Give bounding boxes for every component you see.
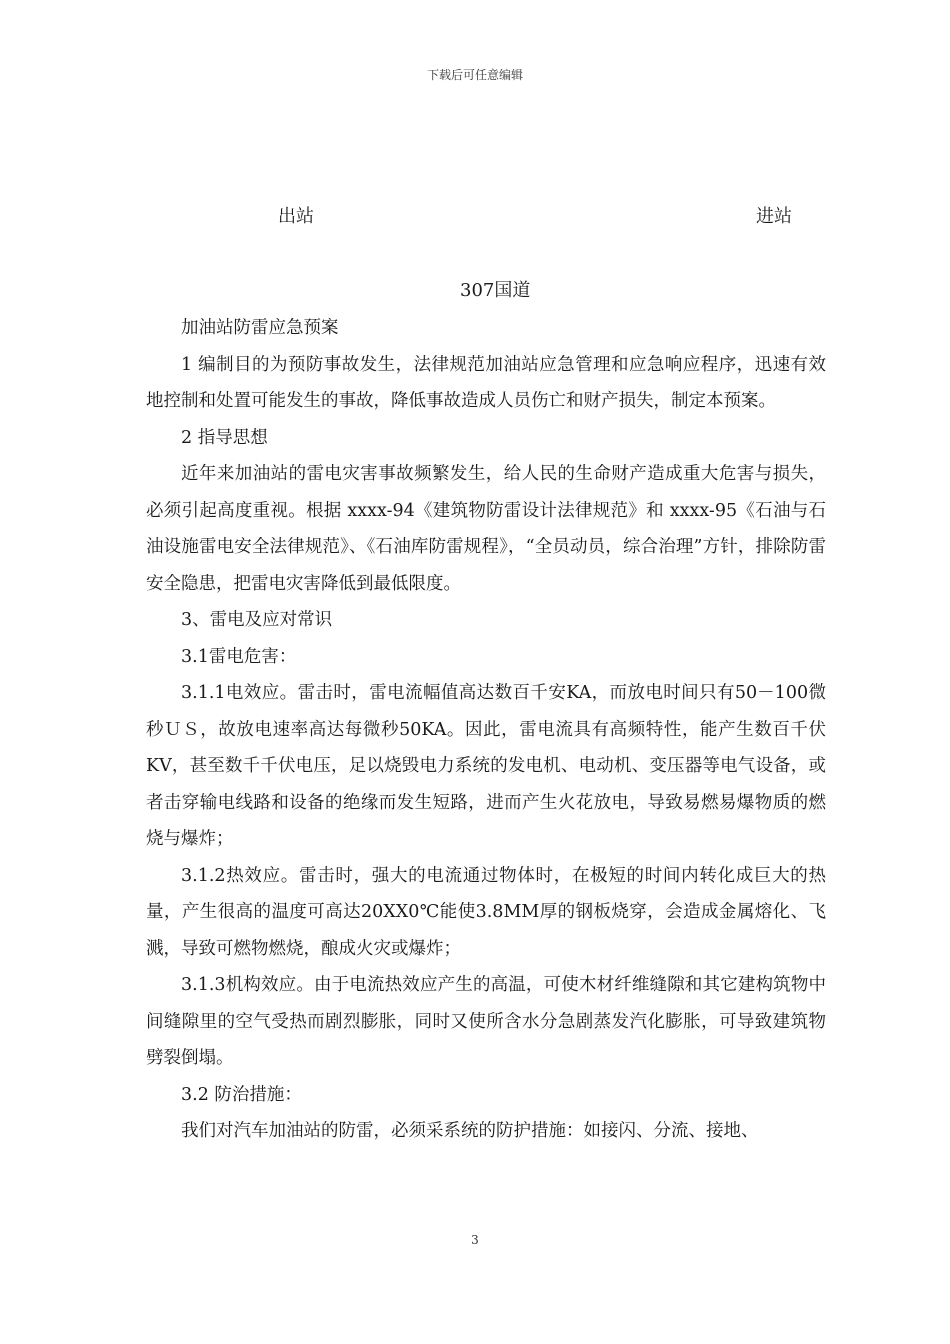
paragraph: 3.1.3机构效应。由于电流热效应产生的高温，可使木材纤维缝隙和其它建构筑物中间缝隙里的空气受热而剧烈膨胀，同时又使所含水分急剧蒸发汽化膨胀，可导致建筑物劈裂倒塌。	[146, 975, 826, 1068]
paragraph: 3.1雷电危害：	[181, 646, 297, 667]
document-title: 加油站防雷应急预案	[181, 318, 339, 338]
header-note: 下载后可任意编辑	[426, 68, 523, 82]
paragraph: 近年来加油站的雷电灾害事故频繁发生，给人民的生命财产造成重大危害与损失，必须引起高度重视。根据 xxxx-94《建筑物防雷设计法律规范》和 xxxx-95《石油与石油设施雷电安全法律规范》、《石油库防雷规程》，“全员动员，综合治理”方针，排除防雷安全隐患，把雷电灾害降低到最低限度。	[146, 464, 826, 594]
paragraph: 3.1.2热效应。雷击时，强大的电流通过物体时，在极短的时间内转化成巨大的热量，产生很高的温度可高达20XX0℃能使3.8MM厚的钢板烧穿，会造成金属熔化、飞溅，导致可燃物燃烧，酿成火灾或爆炸；	[146, 865, 826, 959]
paragraph: 我们对汽车加油站的防雷，必须采系统的防护措施：如接闪、分流、接地、	[181, 1121, 759, 1141]
paragraph: 3.1.1电效应。雷击时，雷电流幅值高达数百千安KA，而放电时间只有50－100微秒ＵＳ，故放电速率高达每微秒50KA。因此，雷电流具有高频特性，能产生数百千伏KV，甚至数千千伏电压，足以烧毁电力系统的发电机、电动机、变压器等电气设备，或者击穿输电线路和设备的绝缘而发生短路，进而产生火花放电，导致易燃易爆物质的燃烧与爆炸；	[146, 683, 826, 849]
paragraph: 2 指导思想	[181, 427, 268, 448]
road-label: 307国道	[460, 280, 531, 301]
page-number: 3	[471, 1233, 479, 1247]
paragraph: 3.2 防治措施：	[181, 1084, 302, 1105]
paragraph: 3、雷电及应对常识	[181, 610, 333, 630]
document-body	[146, 310, 826, 1150]
entry-label: 进站	[756, 206, 792, 227]
paragraph: 1 编制目的为预防事故发生，法律规范加油站应急管理和应急响应程序，迅速有效地控制和处置可能发生的事故，降低事故造成人员伤亡和财产损失，制定本预案。	[146, 354, 826, 411]
exit-label: 出站	[278, 206, 314, 227]
